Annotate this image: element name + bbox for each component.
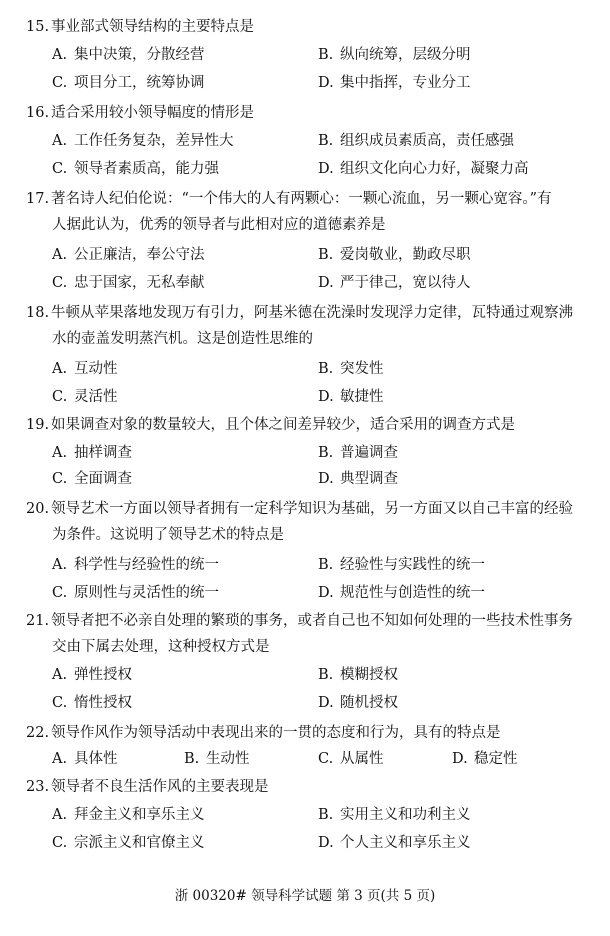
page-footer: 浙 00320# 领导科学试题 第 3 页(共 5 页) <box>174 888 436 904</box>
question-number: 21. <box>26 613 50 629</box>
question-number: 20. <box>26 501 50 517</box>
question-stem <box>26 186 586 212</box>
option-a: A. 拜金主义和享乐主义 <box>52 807 205 823</box>
stem-text: 牛顿从苹果落地发现万有引力，阿基米德在洗澡时发现浮力定律，瓦特通过观察沸 <box>51 305 573 321</box>
option-b: B. 模糊授权 <box>318 667 398 683</box>
stem-text: 领导者把不必亲自处理的繁琐的事务，或者自己也不知如何处理的一些技术性事务 <box>51 613 573 629</box>
option-c: C. 全面调查 <box>52 471 132 487</box>
option-b: B. 组织成员素质高，责任感强 <box>318 133 514 149</box>
stem-text: 领导者不良生活作风的主要表现是 <box>51 779 269 795</box>
option-b: B. 实用主义和功利主义 <box>318 807 471 823</box>
option-c: C. 项目分工，统筹协调 <box>52 75 205 91</box>
stem-text: 领导艺术一方面以领导者拥有一定科学知识为基础，另一方面又以自己丰富的经验 <box>51 501 573 517</box>
question-stem <box>26 14 586 40</box>
question-stem <box>26 412 586 438</box>
option-a: A. 互动性 <box>52 361 118 377</box>
option-d: D. 严于律己，宽以待人 <box>318 275 471 291</box>
option-b: B. 突发性 <box>318 361 384 377</box>
option-a: A. 抽样调查 <box>52 445 132 461</box>
stem-text: 事业部式领导结构的主要特点是 <box>51 19 254 35</box>
option-d: D. 集中指挥，专业分工 <box>318 75 471 91</box>
option-c: C. 宗派主义和官僚主义 <box>52 835 205 851</box>
option-c: C. 灵活性 <box>52 389 118 405</box>
stem-text: 适合采用较小领导幅度的情形是 <box>51 105 254 121</box>
question-number: 18. <box>26 305 50 321</box>
question-stem <box>26 774 586 800</box>
question-number: 22. <box>26 725 50 741</box>
option-a: A. 集中决策，分散经营 <box>52 47 205 63</box>
option-c: C. 原则性与灵活性的统一 <box>52 585 219 601</box>
option-c: C. 从属性 <box>318 751 384 767</box>
option-d: D. 典型调查 <box>318 471 398 487</box>
option-c: C. 忠于国家，无私奉献 <box>52 275 205 291</box>
option-b: B. 生动性 <box>184 751 250 767</box>
question-number: 16. <box>26 105 50 121</box>
question-stem <box>26 100 586 126</box>
question-number: 19. <box>26 417 50 433</box>
question-stem <box>26 608 586 634</box>
question-number: 23. <box>26 779 50 795</box>
stem-continuation: 为条件。这说明了领导艺术的特点是 <box>52 527 284 543</box>
option-d: D. 随机授权 <box>318 695 398 711</box>
option-d: D. 个人主义和享乐主义 <box>318 835 471 851</box>
option-a: A. 公正廉洁，奉公守法 <box>52 247 205 263</box>
question-stem <box>26 496 586 522</box>
stem-continuation: 水的壶盖发明蒸汽机。这是创造性思维的 <box>52 331 313 347</box>
option-c: C. 惰性授权 <box>52 695 132 711</box>
option-a: A. 工作任务复杂，差异性大 <box>52 133 234 149</box>
question-stem <box>26 720 586 746</box>
option-a: A. 科学性与经验性的统一 <box>52 557 219 573</box>
stem-text: 领导作风作为领导活动中表现出来的一贯的态度和行为，具有的特点是 <box>51 725 501 741</box>
question-stem <box>26 300 586 326</box>
stem-text: 如果调查对象的数量较大，且个体之间差异较少，适合采用的调查方式是 <box>51 417 515 433</box>
question-number: 15. <box>26 19 50 35</box>
option-b: B. 普遍调查 <box>318 445 398 461</box>
option-a: A. 具体性 <box>52 751 118 767</box>
option-d: D. 敏捷性 <box>318 389 384 405</box>
option-a: A. 弹性授权 <box>52 667 132 683</box>
stem-continuation: 人据此认为，优秀的领导者与此相对应的道德素养是 <box>52 217 386 233</box>
option-d: D. 稳定性 <box>452 751 518 767</box>
question-number: 17. <box>26 191 50 207</box>
stem-continuation: 交由下属去处理，这种授权方式是 <box>52 639 270 655</box>
option-b: B. 纵向统筹，层级分明 <box>318 47 471 63</box>
option-c: C. 领导者素质高，能力强 <box>52 161 219 177</box>
option-b: B. 爱岗敬业，勤政尽职 <box>318 247 471 263</box>
option-d: D. 组织文化向心力好，凝聚力高 <box>318 161 529 177</box>
option-d: D. 规范性与创造性的统一 <box>318 585 485 601</box>
option-b: B. 经验性与实践性的统一 <box>318 557 485 573</box>
stem-text: 著名诗人纪伯伦说：“一个伟大的人有两颗心：一颗心流血，另一颗心宽容。”有 <box>51 191 552 207</box>
